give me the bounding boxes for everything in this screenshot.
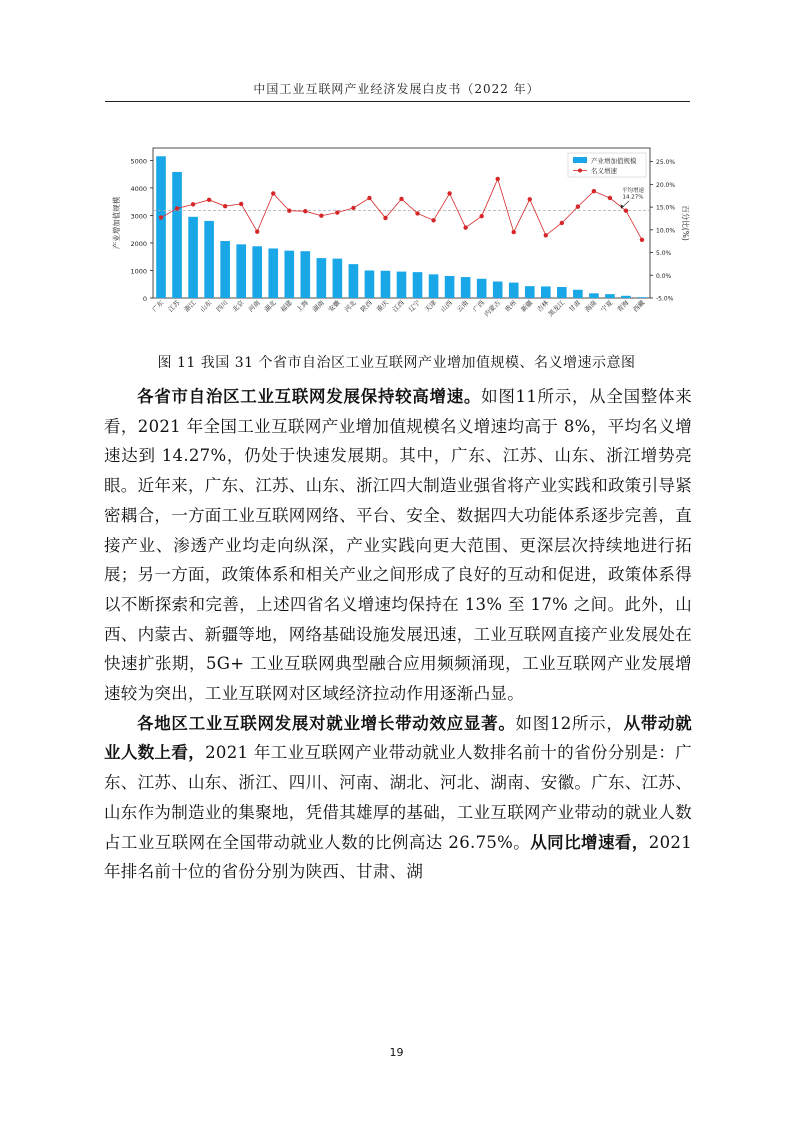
p2-lead: 各地区工业互联网发展对就业增长带动效应显著。	[137, 713, 516, 733]
growth-point	[303, 209, 307, 213]
bar	[429, 274, 439, 298]
bar	[172, 172, 182, 298]
p1-lead: 各省市自治区工业互联网发展保持较高增速。	[137, 387, 482, 406]
bar	[365, 270, 375, 298]
x-category-label: 陕西	[359, 298, 374, 314]
x-category-label: 北京	[230, 298, 246, 314]
bar	[413, 272, 423, 298]
y2-tick-label: 5.0%	[656, 250, 672, 258]
x-category-label: 海南	[583, 298, 599, 314]
growth-point	[367, 196, 371, 200]
y2-tick-label: 20.0%	[656, 181, 676, 189]
y2-tick-label: 0.0%	[656, 272, 672, 280]
growth-point	[640, 238, 644, 242]
growth-point	[447, 191, 451, 195]
growth-point	[479, 214, 483, 218]
x-category-label: 广东	[150, 298, 166, 314]
page-number: 19	[389, 1046, 404, 1059]
growth-point	[528, 197, 532, 201]
growth-line	[161, 179, 642, 240]
bar	[605, 294, 615, 298]
y2-tick-label: 15.0%	[656, 204, 676, 212]
x-category-label: 贵州	[503, 298, 519, 314]
average-annotation-label: 平均增速	[621, 188, 645, 194]
growth-point	[576, 204, 580, 208]
x-category-label: 河北	[342, 298, 358, 314]
bar	[493, 281, 503, 298]
growth-point	[159, 215, 163, 219]
x-category-label: 黑龙江	[546, 298, 567, 319]
y-axis-title: 产业增加值规模	[112, 196, 121, 250]
growth-point	[351, 206, 355, 210]
p2-lead-b: 从带动就业人数上看，	[104, 713, 692, 763]
x-category-label: 辽宁	[407, 298, 422, 314]
x-category-label: 福建	[278, 298, 294, 314]
p2-text-a: 如图12所示，	[515, 713, 624, 733]
legend-label-bar: 产业增加值规模	[591, 157, 637, 165]
x-category-label: 江苏	[166, 298, 182, 314]
bar	[397, 272, 407, 298]
x-category-label: 山西	[439, 298, 455, 314]
x-category-label: 甘肃	[567, 298, 583, 314]
p2-lead-c: 从同比增速看，	[530, 832, 649, 852]
x-category-label: 青海	[615, 298, 631, 314]
x-category-label: 广西	[471, 298, 487, 314]
running-header: 中国工业互联网产业经济发展白皮书（2022 年）	[253, 82, 540, 96]
bar	[525, 286, 535, 298]
bar	[589, 293, 599, 298]
x-category-label: 浙江	[182, 298, 198, 314]
paragraph-2	[104, 709, 692, 887]
y-tick-label: 3000	[130, 212, 147, 221]
x-category-label: 安徽	[326, 298, 342, 314]
growth-point	[560, 221, 564, 225]
bar	[268, 248, 278, 298]
x-category-label: 上海	[294, 298, 310, 314]
growth-point	[495, 177, 499, 181]
bar	[637, 297, 647, 298]
growth-point	[271, 191, 275, 195]
bar	[381, 271, 391, 298]
bar	[445, 276, 455, 298]
bar	[204, 221, 214, 298]
x-category-label: 吉林	[535, 298, 551, 314]
x-category-label: 山东	[198, 298, 214, 314]
growth-point	[191, 202, 195, 206]
paragraph-1	[104, 382, 692, 709]
legend-label-line: 名义增速	[591, 167, 617, 175]
bar	[349, 264, 359, 298]
bar	[188, 217, 198, 298]
x-category-label: 重庆	[375, 298, 390, 314]
bar	[317, 258, 327, 298]
x-category-label: 江西	[391, 298, 406, 314]
bar	[557, 287, 567, 298]
p1-text: 如图11所示，从全国整体来看，2021 年全国工业互联网产业增加值规模名义增速均高于 8%，平均名义增速达到 14.27%，仍处于快速发展期。其中，广东、江苏、山东、浙江增势亮眼。近年来，广东、江苏、山东、浙江四大制造业强省将产业实践和政策引导紧密耦合，一方面工业互联网网络、平台、安全、数据四大功能体系逐步完善，直接产业、渗透产业均走向纵深，产业实践向更大范围、更深层次持续地进行拓展；另一方面，政策体系和相关产业之间形成了良好的互动和促进，政策体系得以不断探索和完善，上述四省名义增速均保持在 13% 至 17% 之间。此外，山西、内蒙古、新疆等地，网络基础设施发展迅速，工业互联网直接产业发展处在快速扩张期，5G+ 工业互联网典型融合应用频频涌现，工业互联网产业发展增速较为突出，工业互联网对区域经济拉动作用逐渐凸显。	[104, 387, 692, 704]
x-category-label: 内蒙古	[482, 298, 503, 319]
figure-caption: 图 11 我国 31 个省市自治区工业互联网产业增加值规模、名义增速示意图	[157, 355, 636, 371]
y2-tick-label: 25.0%	[656, 159, 676, 167]
growth-point	[223, 204, 227, 208]
growth-point	[624, 209, 628, 213]
growth-point	[287, 209, 291, 213]
bar	[573, 290, 583, 298]
x-category-label: 湖北	[262, 298, 278, 314]
y2-tick-label: 10.0%	[656, 227, 676, 235]
growth-point	[415, 211, 419, 215]
plot-area	[111, 148, 690, 318]
bar	[220, 241, 230, 298]
x-category-label: 四川	[214, 298, 230, 314]
y-tick-label: 1000	[130, 267, 147, 276]
growth-point	[239, 202, 243, 206]
province-bar-line-chart	[105, 140, 690, 345]
y-tick-label: 2000	[130, 239, 147, 248]
p2-text-b: 2021 年工业互联网产业带动就业人数排名前十的省份分别是：广东、江苏、山东、浙江、四川、河南、湖北、河北、湖南、安徽。广东、江苏、山东作为制造业的集聚地，凭借其雄厚的基础，工业互联网产业带动的就业人数占工业互联网在全国带动就业人数的比例高达 26.75%。	[104, 743, 692, 852]
growth-point	[431, 218, 435, 222]
growth-point	[383, 216, 387, 220]
x-category-label: 湖南	[310, 298, 326, 314]
bar	[477, 279, 487, 298]
y-tick-label: 5000	[130, 157, 147, 166]
x-category-label: 西藏	[631, 298, 647, 314]
bar	[509, 283, 519, 298]
bar	[461, 277, 471, 298]
y-tick-label: 0	[142, 295, 147, 303]
bar	[252, 246, 262, 298]
growth-point	[592, 189, 596, 193]
growth-point	[608, 196, 612, 200]
growth-point	[544, 233, 548, 237]
bar	[621, 296, 631, 298]
y2-axis-title: 百分比(%)	[681, 205, 690, 241]
x-category-label: 云南	[455, 298, 471, 314]
body-text	[104, 382, 692, 887]
bar	[541, 286, 551, 298]
legend-swatch-bar	[573, 157, 587, 163]
growth-point	[512, 230, 516, 234]
x-category-label: 天津	[423, 298, 438, 314]
growth-point	[255, 229, 259, 233]
growth-point	[207, 198, 211, 202]
bar	[284, 251, 294, 298]
growth-point	[175, 206, 179, 210]
y-tick-label: 4000	[130, 184, 147, 193]
bar	[333, 259, 343, 298]
header-rule	[105, 101, 690, 102]
growth-point	[335, 210, 339, 214]
x-category-label: 宁夏	[599, 298, 615, 314]
bar	[156, 156, 166, 298]
bar	[300, 251, 310, 298]
growth-point	[463, 225, 467, 229]
bar	[236, 244, 246, 298]
p2-text-c: 2021 年排名前十位的省份分别为陕西、甘肃、湖	[104, 832, 692, 882]
x-category-label: 新疆	[519, 298, 535, 314]
average-annotation-value: 14.27%	[622, 194, 644, 201]
legend-swatch-marker	[578, 169, 582, 173]
growth-point	[399, 197, 403, 201]
y2-tick-label: -5.0%	[656, 295, 674, 303]
x-category-label: 河南	[246, 298, 262, 314]
growth-point	[319, 214, 323, 218]
